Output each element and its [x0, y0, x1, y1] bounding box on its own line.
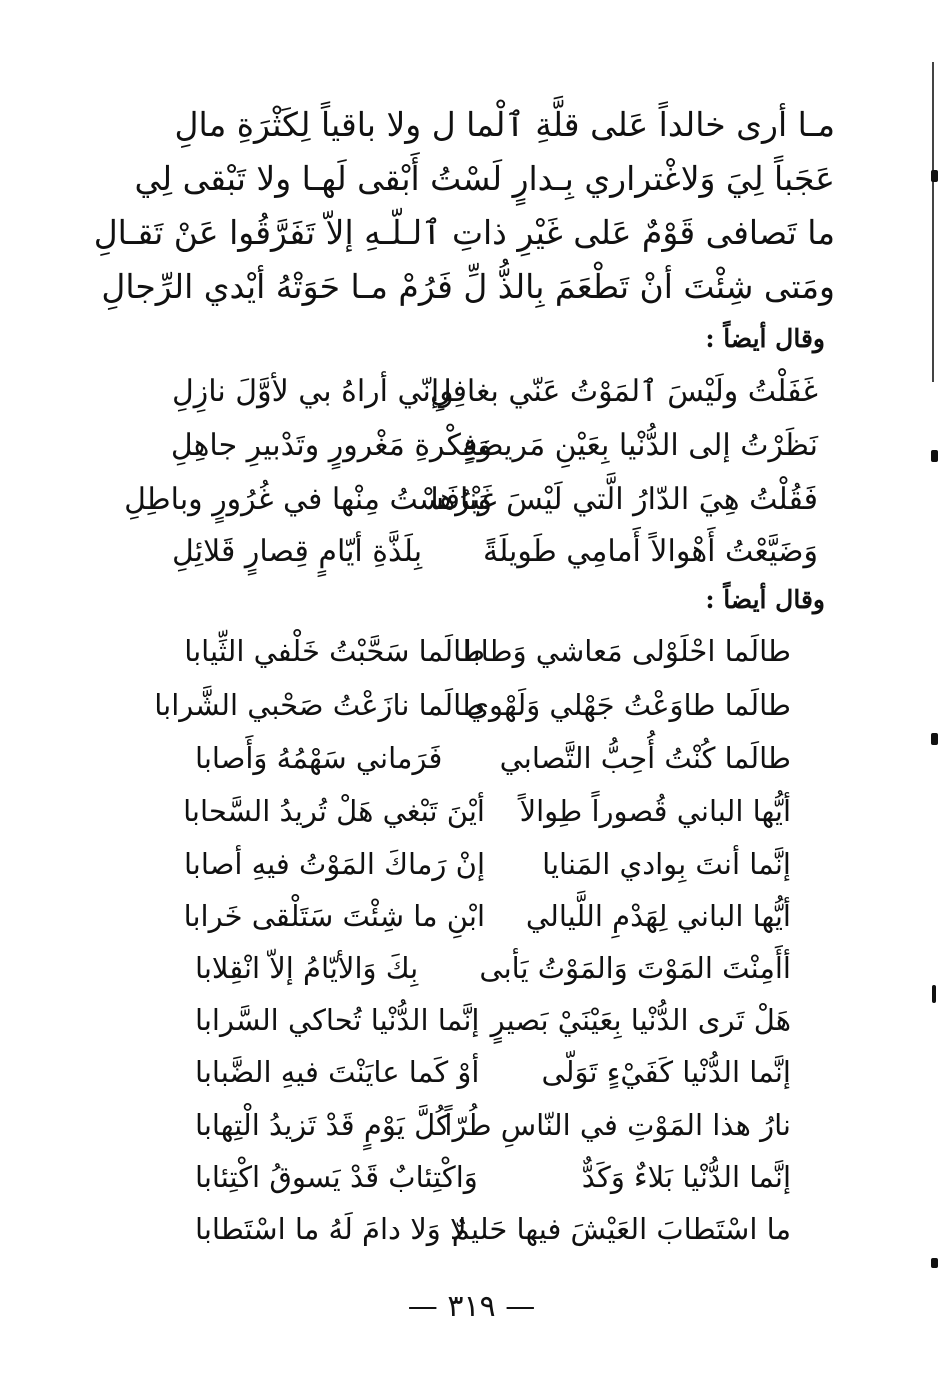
couplet [0, 1151, 943, 1203]
first-hemistich: إنَّما الدُّنْيا كَفَيْءٍ تَوَلّى [541, 1055, 791, 1089]
couplet [0, 366, 943, 418]
section-heading: وقال أيضاً : [705, 585, 825, 614]
first-hemistich: نارُ هذا المَوْتِ في النّاسِ طُرّاً [444, 1108, 791, 1142]
couplet [0, 942, 943, 994]
couplet [0, 890, 943, 942]
couplet [0, 1046, 943, 1098]
couplet [0, 526, 943, 578]
first-hemistich: طالَما كُنْتُ أُحِبُّ التَّصابي [499, 741, 791, 775]
second-hemistich: كُلَّ يَوْمٍ قَدْ تَزيدُ الْتِهابا [195, 1108, 450, 1142]
page-edge-line [932, 62, 934, 382]
first-hemistich: هَلْ تَرى الدُّنْيا بِعَيْنَيْ بَصيرٍ [490, 1003, 791, 1037]
first-hemistich: أيُّها الباني لِهَدْمِ اللَّيالي [525, 899, 791, 933]
first-hemistich: طالَما طاوَعْتُ جَهْلي وَلَهْوي [466, 688, 791, 722]
first-hemistich: أيُّها الباني قُصوراً طِوالاً [519, 794, 791, 828]
first-hemistich: غَفَلْتُ ولَيْسَ ٱلمَوْتُ عَنّي بغافِلِ [429, 374, 818, 409]
margin-mark [931, 170, 938, 182]
verse-line: ما تَصافى قَوْمٌ عَلى غَيْرِ ذاتِ ٱلـلّـهِ إلاّ تَفَرَّقُوا عَنْ تَقـالِ [93, 213, 835, 252]
first-hemistich: إنَّما أنتَ بِوادي المَنايا [542, 847, 791, 881]
second-hemistich: وَفِكْرةِ مَغْرورٍ وتَدْبيرِ جاهِلِ [170, 428, 492, 463]
first-hemistich: أأَمِنْتَ المَوْتَ وَالمَوْتُ يَأبى [479, 951, 791, 985]
second-hemistich: إنَّما الدُّنْيا تُحاكي السَّرابا [195, 1003, 480, 1037]
couplet [0, 994, 943, 1046]
couplet [0, 732, 943, 784]
second-hemistich: طالَما نازَعْتُ صَحْبي الشَّرابا [154, 688, 485, 722]
second-hemistich: أوْ كَما عايَنْتَ فيهِ الضَّبابا [195, 1055, 480, 1089]
couplet [0, 785, 943, 837]
first-hemistich: فَقُلْتُ هِيَ الدّارُ الَّتي لَيْسَ غَيْرُها [430, 482, 818, 517]
second-hemistich: أيْنَ تَبْغي هَلْ تُريدُ السَّحابا [183, 794, 485, 828]
verse-line: مـا أرى خالداً عَلى قلَّةِ ٱلْما ل ولا باقياً لِكَثْرَةِ مالِ [174, 105, 835, 144]
couplet [0, 474, 943, 526]
second-hemistich: إنْ رَماكَ المَوْتُ فيهِ أصابا [183, 847, 485, 881]
second-hemistich: طالَما سَحَّبْتُ خَلْفي الثِّيابا [184, 634, 485, 668]
verse-line: عَجَباً لِيَ وَلاغْتراري بِـدارٍ لَسْتُ أَبْقى لَهـا ولا تَبْقى لِي [134, 159, 835, 198]
couplet [0, 420, 943, 472]
couplet [0, 838, 943, 890]
second-hemistich: وَاكْتِئابٌ قَدْ يَسوقُ اكْتِئابا [195, 1160, 478, 1194]
second-hemistich: ابْنِ ما شِئْتَ سَتَلْقى خَرابا [183, 899, 485, 933]
couplet [0, 679, 943, 731]
second-hemistich: بِكَ وَالأيّامُ إلاّ انْقِلابا [195, 951, 419, 985]
margin-mark [931, 1258, 938, 1268]
first-hemistich: وَضَيَّعْتُ أَهْوالاً أَمامِي طَويلَةً [482, 534, 818, 569]
second-hemistich: وإنّي أراهُ بي لأوَّلَ نازِلِ [172, 374, 454, 409]
first-hemistich: نَظَرْتُ إلى الدُّنْيا بِعَيْنِ مَريضةٍ [462, 428, 818, 463]
first-hemistich: إنَّما الدُّنْيا بَلاءٌ وَكَدٌّ [581, 1160, 791, 1194]
couplet [0, 1099, 943, 1151]
second-hemistich: فَرَماني سَهْمُهُ وَأَصابا [195, 741, 443, 775]
page-number: — ٣١٩ — [407, 1289, 536, 1324]
second-hemistich: وَنافَسْتُ مِنْها في غُرُورٍ وباطِلِ [124, 482, 492, 517]
second-hemistich: بِلَذَّةِ أيّامٍ قِصارٍ قَلائِلِ [172, 534, 423, 569]
second-hemistich: لا وَلا دامَ لَهُ ما اسْتَطابا [195, 1212, 467, 1246]
couplet [0, 625, 943, 677]
first-hemistich: طالَما احْلَوْلى مَعاشي وَطابا [463, 634, 791, 668]
verse-line: ومَتى شِئْتَ أنْ تَطْعَمَ بِالذُّ لِّ فَرُمْ مـا حَوَتْهُ أيْدي الرِّجالِ [101, 267, 835, 306]
first-hemistich: ما اسْتَطابَ العَيْشَ فيها حَليمٌ [451, 1212, 791, 1246]
couplet [0, 1203, 943, 1255]
section-heading: وقال أيضاً : [705, 324, 825, 353]
